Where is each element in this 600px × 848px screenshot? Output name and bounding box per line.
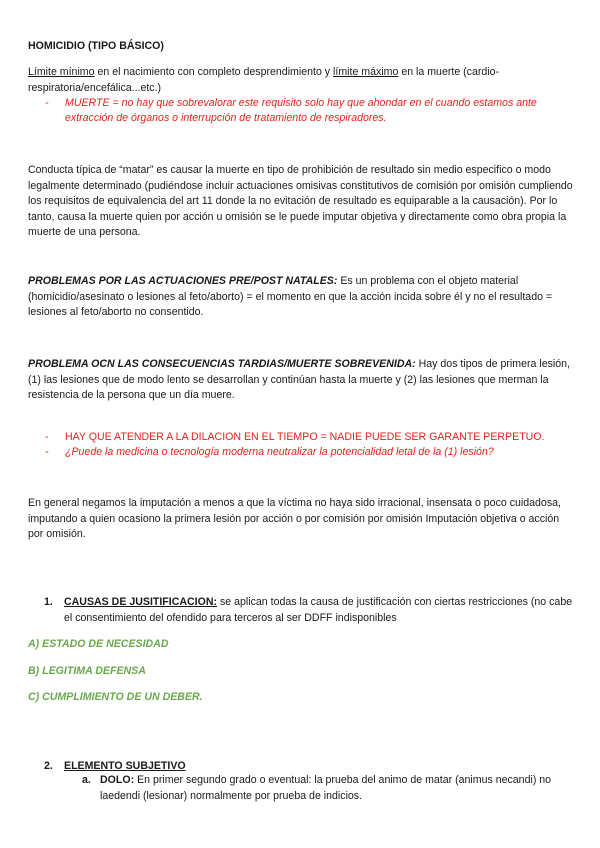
max-limit-label: límite máximo [333, 66, 399, 78]
red-note-text: ¿Puede la medicina o tecnología moderna neutralizar la potencialidad letal de la (1) lesión? [65, 446, 494, 458]
conducta-paragraph: Conducta típica de “matar” es causar la muerte en tipo de prohibición de resultado sin medio especifico o modo legalmente determinado (pudiéndose incluir actuaciones omisivas constitutivos de comisión por omisión cumpliendo los requisitos de equivalencia del art 11 donde la no evitación de resultado es equiparable a la causación). Por lo tanto, causa la muerte quien por acción u omisión se le puede imputar objetiva y directamente como obra propia la muerte de una persona. [28, 164, 573, 238]
problemas-pre-heading: PROBLEMAS POR LAS ACTUACIONES PRE/POST NATALES: [28, 275, 338, 287]
dolo-label: DOLO: [100, 774, 135, 786]
dolo-item [82, 773, 576, 804]
page-title: HOMICIDIO (TIPO BÁSICO) [28, 40, 164, 52]
limits-paragraph [28, 65, 576, 96]
problemas-pre-paragraph [28, 274, 576, 321]
red-note-dash: - [45, 446, 49, 458]
problema-tardias-heading: PROBLEMA OCN LAS CONSECUENCIAS TARDIAS/MUERTE SOBREVENIDA: [28, 358, 416, 370]
limits-text-b: en la muerte (cardio-respiratoria/encefálica...etc.) [28, 66, 500, 94]
problema-tardias-paragraph [28, 357, 576, 404]
red-note-dilacion [45, 430, 575, 445]
problema-tardias-text: Hay dos tipos de primera lesión, (1) las lesiones que de modo lento se desarrollan y continúan hasta la muerte y (2) las lesiones que merman la resistencia de la persona que un día muere. [28, 358, 570, 401]
red-note-text: HAY QUE ATENDER A LA DILACION EN EL TIEMPO = NADIE PUEDE SER GARANTE PERPETUO. [65, 431, 545, 443]
problemas-pre-text: Es un problema con el objeto material (homicidio/asesinato o lesiones al feto/aborto) = el momento en que la acción incida sobre él y no el resultado = lesiones al feto/aborto no consentido. [28, 275, 553, 318]
causas-item-cumplimiento-deber: C) CUMPLIMIENTO DE UN DEBER. [28, 691, 203, 703]
red-note-dash: - [45, 431, 49, 443]
muerte-note-text: MUERTE = no hay que sobrevalorar este requisito solo hay que ahondar en el cuando estamos ante extracción de órganos o interrupción de tratamiento de respiradores. [65, 97, 537, 124]
causas-section [44, 595, 576, 626]
causas-item-legitima-defensa: B) LEGITIMA DEFENSA [28, 665, 146, 677]
general-paragraph: En general negamos la imputación a menos a que la víctima no haya sido irracional, insensata o poco cuidadosa, imputando a quien ocasiono la primera lesión por acción o por comisión por omisión Imputación objetiva o acción por omisión. [28, 497, 561, 540]
muerte-note [45, 96, 575, 125]
causas-number: 1. [44, 596, 53, 608]
min-limit-label: Límite mínimo [28, 66, 95, 78]
red-note-medicina [45, 445, 575, 460]
elemento-number: 2. [44, 760, 53, 772]
elemento-heading: ELEMENTO SUBJETIVO [64, 760, 186, 772]
causas-item-estado-necesidad: A) ESTADO DE NECESIDAD [28, 638, 169, 650]
causas-text: se aplican todas la causa de justificación con ciertas restricciones (no cabe el consentimiento del ofendido para terceros al ser DDFF indisponibles [64, 596, 573, 624]
dolo-text: En primer segundo grado o eventual: la prueba del animo de matar (animus necandi) no laedendi (lesionar) normalmente por prueba de indicios. [100, 774, 552, 802]
dolo-letter: a. [82, 774, 91, 786]
causas-heading: CAUSAS DE JUSITIFICACION: [64, 596, 218, 608]
limits-text-a: en el nacimiento con completo desprendimiento y [94, 66, 334, 78]
muerte-note-dash: - [45, 97, 49, 109]
